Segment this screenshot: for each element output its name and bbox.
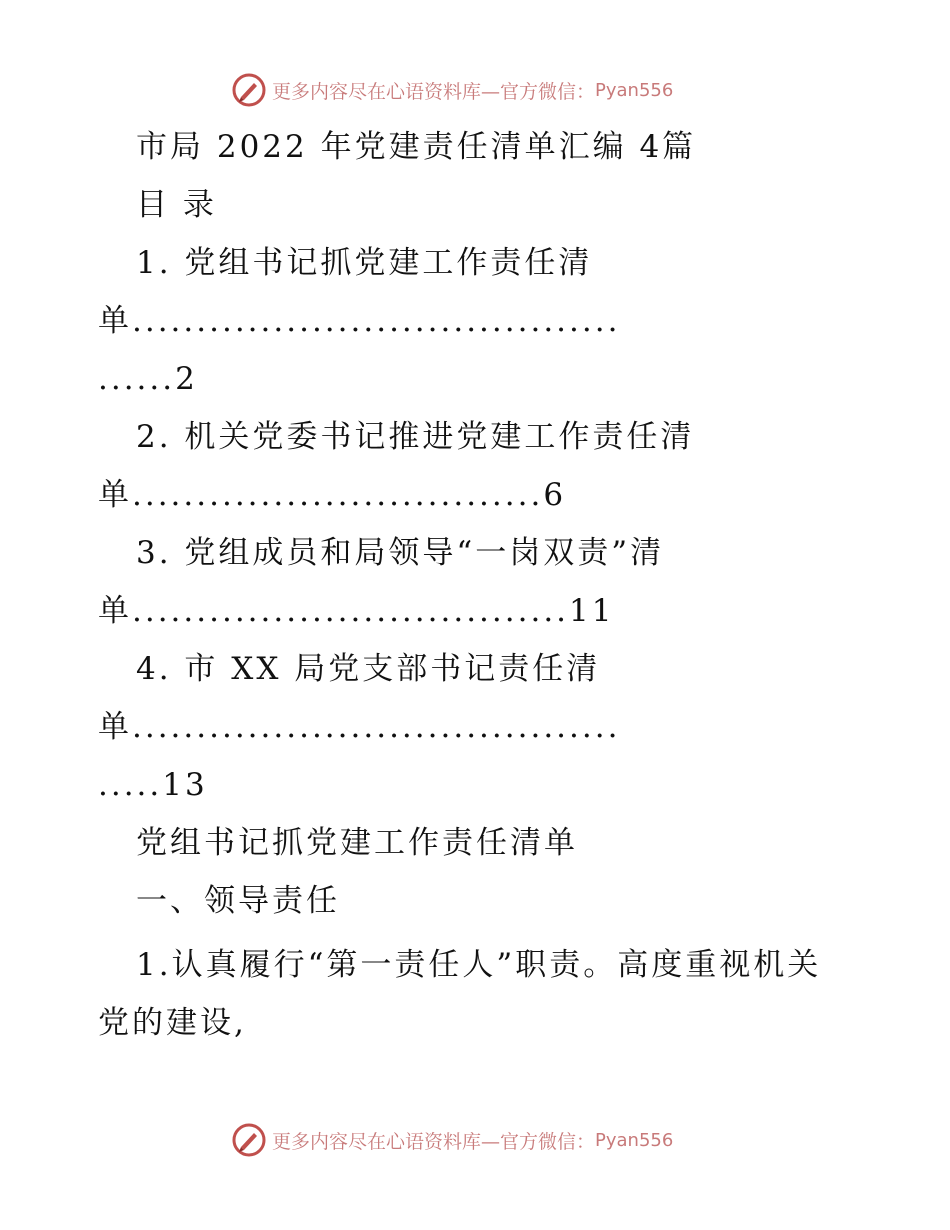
toc-item-3: 3. 党组成员和局领导“一岗双责”清 — [136, 535, 665, 571]
toc-leader-1: 单...................................... — [98, 303, 621, 339]
pen-logo-icon — [232, 73, 266, 107]
paragraph-line-2: 党的建设, — [98, 1005, 247, 1041]
toc-leader-4: 单...................................... — [98, 709, 621, 745]
subsection-heading: 一、领导责任 — [136, 883, 340, 919]
watermark-id: Pyan556 — [595, 1129, 674, 1151]
toc-heading: 目 录 — [136, 187, 217, 223]
toc-item-1: 1. 党组书记抓党建工作责任清 — [136, 245, 593, 281]
toc-item-4: 4. 市 XX 局党支部书记责任清 — [136, 651, 601, 687]
document-title: 市局 2022 年党建责任清单汇编 4篇 — [136, 129, 697, 165]
watermark-id: Pyan556 — [595, 79, 674, 101]
paragraph-line-1: 1.认真履行“第一责任人”职责。高度重视机关 — [136, 947, 822, 983]
watermark-text: 更多内容尽在心语资料库—官方微信： — [272, 1130, 596, 1153]
pen-logo-icon — [232, 1123, 266, 1157]
toc-item-2: 2. 机关党委书记推进党建工作责任清 — [136, 419, 695, 455]
toc-leader-3: 单..................................11 — [98, 593, 615, 629]
watermark-text: 更多内容尽在心语资料库—官方微信： — [272, 80, 596, 103]
footer-watermark — [232, 1122, 732, 1158]
section-title: 党组书记抓党建工作责任清单 — [136, 825, 578, 861]
toc-leader-2: 单................................6 — [98, 477, 567, 513]
header-watermark — [232, 72, 732, 108]
toc-leader-1-cont: ......2 — [98, 361, 198, 397]
toc-leader-4-cont: .....13 — [98, 767, 208, 803]
